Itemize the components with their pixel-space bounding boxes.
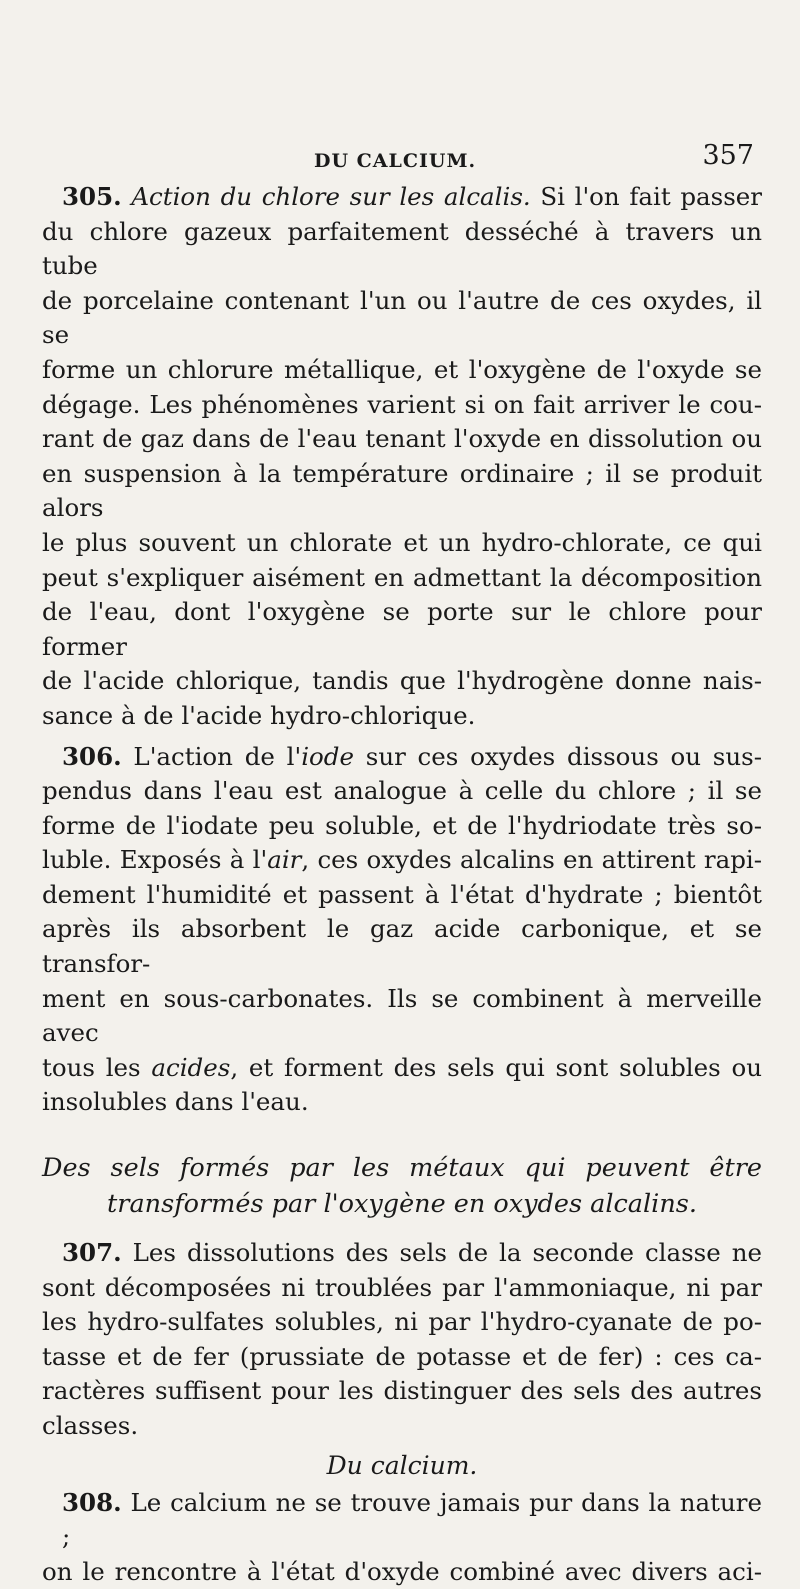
text-run: de l'acide chlorique, tandis que l'hydrogène donne nais- xyxy=(42,666,762,696)
text-line xyxy=(42,982,762,1051)
text-run: de porcelaine contenant l'un ou l'autre de ces oxydes, il se xyxy=(42,285,762,350)
text-line xyxy=(42,1051,762,1086)
text-run: rant de gaz dans de l'eau tenant l'oxyde en dissolution ou xyxy=(42,424,762,454)
text-run: dement l'humidité et passent à l'état d'hydrate ; bientôt xyxy=(42,879,762,909)
text-run: tous les xyxy=(42,1052,152,1082)
text-run: ment en sous-carbonates. Ils se combinent à merveille avec xyxy=(42,983,762,1048)
section-heading xyxy=(42,1150,762,1222)
text-line xyxy=(42,699,762,734)
text-line xyxy=(42,1555,762,1589)
text-run: on le rencontre à l'état d'oxyde combiné avec divers aci- xyxy=(42,1556,762,1586)
text-run: sur ces oxydes dissous ou sus- xyxy=(354,741,762,771)
text-line xyxy=(42,1340,762,1375)
text-line xyxy=(42,740,762,775)
text-line xyxy=(42,353,762,388)
text-line xyxy=(42,526,762,561)
text-line xyxy=(42,1409,762,1444)
text-run: peut s'expliquer aisément en admettant la décomposition xyxy=(42,562,762,592)
text-run: pendus dans l'eau est analogue à celle du chlore ; il se xyxy=(42,776,762,806)
text-run: en suspension à la température ordinaire ; il se produit alors xyxy=(42,458,762,523)
italic-term: Action du chlore sur les alcalis. xyxy=(121,182,531,211)
text-run: sance à de l'acide hydro-chlorique. xyxy=(42,700,476,730)
text-run: tasse et de fer (prussiate de potasse et de fer) : ces ca- xyxy=(42,1341,762,1371)
text-run: le plus souvent un chlorate et un hydro-chlorate, ce qui xyxy=(42,527,762,557)
text-line xyxy=(42,561,762,596)
text-run: de l'eau, dont l'oxygène se porte sur le chlore pour former xyxy=(42,597,762,661)
text-run: ractères suffisent pour les distinguer des sels des autres xyxy=(42,1376,762,1406)
text-line xyxy=(42,1271,762,1306)
text-run: dégage. Les phénomènes varient si on fait arriver le cou- xyxy=(42,389,762,419)
text-line xyxy=(42,774,762,809)
text-run: du chlore gazeux parfaitement desséché à travers un tube xyxy=(42,216,762,281)
italic-term: acides xyxy=(151,1052,231,1082)
italic-term: air xyxy=(267,845,302,875)
subheading: Du calcium. xyxy=(326,1450,478,1480)
paragraph xyxy=(42,740,762,1121)
text-line xyxy=(42,1305,762,1340)
paragraph-number: 307. xyxy=(62,1238,122,1268)
text-run: luble. Exposés à l' xyxy=(42,845,268,875)
text-line xyxy=(42,215,762,284)
paragraph-number: 306. xyxy=(62,741,122,771)
text-line xyxy=(42,912,762,981)
italic-term: iode xyxy=(301,741,354,771)
paragraph xyxy=(42,1486,762,1589)
body-text xyxy=(42,180,762,1589)
running-head-title: DU CALCIUM. xyxy=(314,150,477,172)
paragraph xyxy=(42,180,762,734)
book-page xyxy=(0,140,800,1586)
text-line xyxy=(42,180,762,215)
text-line xyxy=(42,664,762,699)
text-line xyxy=(42,843,762,878)
running-head xyxy=(42,140,762,180)
text-run: Si l'on fait passer xyxy=(530,182,763,211)
text-run: , et forment des sels qui sont solubles ou xyxy=(230,1052,762,1082)
paragraph xyxy=(42,1236,762,1444)
text-line xyxy=(42,388,762,423)
text-run: L'action de l' xyxy=(121,741,302,771)
text-run: Le calcium ne se trouve jamais pur dans la nature ; xyxy=(62,1487,762,1552)
paragraph-number: 308. xyxy=(62,1487,122,1517)
text-line xyxy=(42,422,762,457)
text-run: classes. xyxy=(42,1411,139,1440)
text-line xyxy=(42,809,762,844)
paragraph-number: 305. xyxy=(62,182,122,211)
text-line xyxy=(42,284,762,353)
heading-line: transformés par l'oxygène en oxydes alcalins. xyxy=(107,1189,697,1220)
heading-line: Des sels formés par les métaux qui peuvent être xyxy=(42,1153,762,1184)
text-line xyxy=(42,1236,762,1271)
text-run: , ces oxydes alcalins en attirent rapi- xyxy=(301,845,762,875)
text-run: forme un chlorure métallique, et l'oxygène de l'oxyde se xyxy=(42,354,762,384)
text-run: sont décomposées ni troublées par l'ammoniaque, ni par xyxy=(42,1272,762,1302)
page-number: 357 xyxy=(702,140,754,171)
text-run: Les dissolutions des sels de la seconde classe ne xyxy=(121,1238,762,1268)
text-line xyxy=(42,878,762,913)
text-run: forme de l'iodate peu soluble, et de l'hydriodate très so- xyxy=(42,810,762,840)
text-line xyxy=(42,1486,762,1555)
text-line xyxy=(42,595,762,664)
text-line xyxy=(42,1374,762,1409)
text-line xyxy=(42,457,762,526)
text-run: après ils absorbent le gaz acide carbonique, et se transfor- xyxy=(42,914,762,979)
text-run: insolubles dans l'eau. xyxy=(42,1087,309,1117)
text-line xyxy=(42,1085,762,1120)
text-run: les hydro-sulfates solubles, ni par l'hydro-cyanate de po- xyxy=(42,1307,762,1337)
